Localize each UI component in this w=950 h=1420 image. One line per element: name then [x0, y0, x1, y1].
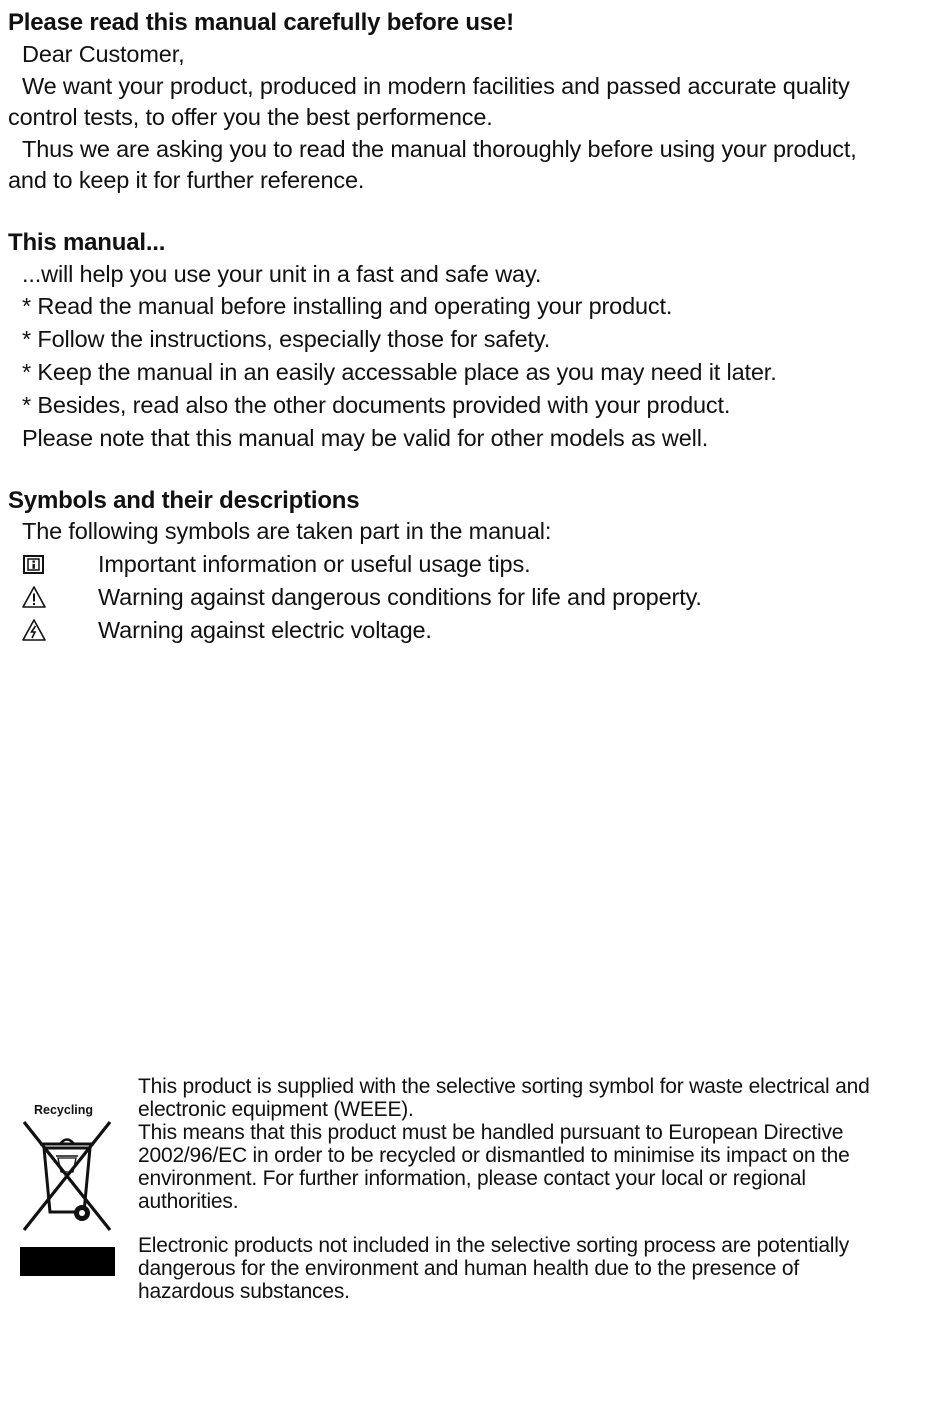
intro-paragraph-1: We want your product, produced in modern facilities and passed accurate quality control tests, to offer you the best performence. — [8, 73, 850, 130]
manual-heading: This manual... — [8, 229, 166, 256]
black-bar — [20, 1247, 115, 1276]
manual-line: * Besides, read also the other documents provided with your product. — [22, 392, 731, 418]
salutation: Dear Customer, — [22, 41, 185, 67]
weee-paragraph-3: Electronic products not included in the selective sorting process are potentially dangerous for the environment and human health due to the presence of hazardous substances. — [138, 1234, 850, 1303]
manual-line: * Keep the manual in an easily accessable place as you may need it later. — [22, 359, 777, 385]
symbol-description: Warning against dangerous conditions for life and property. — [98, 584, 702, 610]
info-icon — [22, 553, 46, 577]
electric-warning-icon — [22, 618, 46, 642]
symbols-intro: The following symbols are taken part in the manual: — [22, 518, 552, 544]
manual-note: Please note that this manual may be valid for other models as well. — [22, 425, 709, 451]
warning-triangle-icon — [22, 585, 46, 609]
crossed-out-bin-icon — [18, 1120, 116, 1240]
recycling-label: Recycling — [34, 1103, 94, 1117]
manual-line: * Read the manual before installing and operating your product. — [22, 293, 673, 319]
weee-paragraph-2: This means that this product must be handled pursuant to European Directive 2002/96/EC in order to be recycled or dismantled to minimise its impact on the environment. For further information, please contact your local or regional authorities. — [138, 1121, 850, 1213]
manual-line: * Follow the instructions, especially those for safety. — [22, 326, 551, 352]
symbol-description: Warning against electric voltage. — [98, 617, 432, 643]
symbols-heading: Symbols and their descriptions — [8, 487, 360, 514]
weee-section — [0, 1070, 950, 1320]
manual-line: ...will help you use your unit in a fast and safe way. — [22, 261, 542, 287]
symbol-description: Important information or useful usage tips. — [98, 551, 531, 577]
weee-paragraph-1: This product is supplied with the selective sorting symbol for waste electrical and electronic equipment (WEEE). — [138, 1075, 870, 1121]
intro-paragraph-2: Thus we are asking you to read the manual thoroughly before using your product, and to keep it for further reference. — [8, 136, 857, 193]
intro-heading: Please read this manual carefully before use! — [8, 9, 514, 36]
